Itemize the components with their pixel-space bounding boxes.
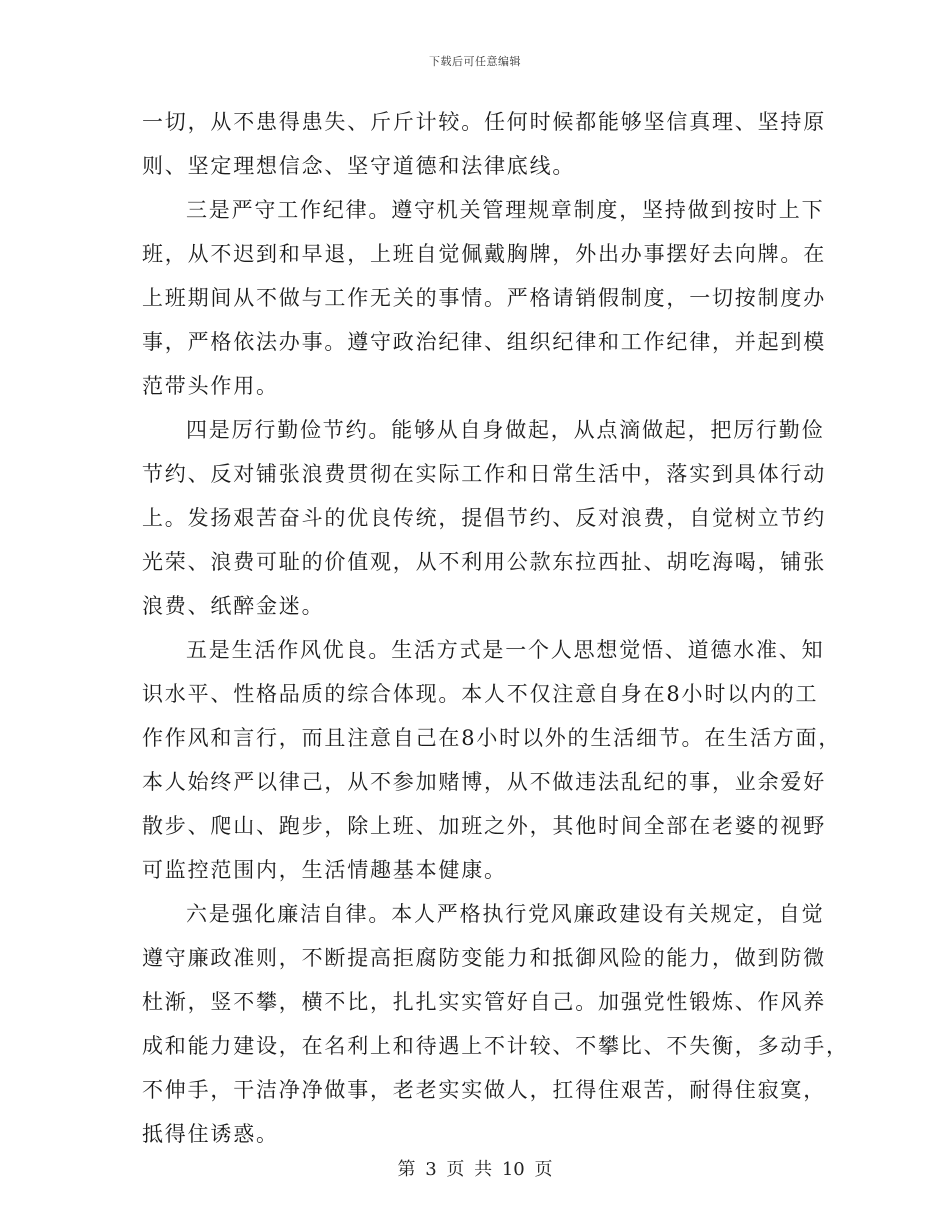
- text-line: 识水平、性格品质的综合体现。本人不仅注意自身在8小时以内的工: [142, 682, 819, 706]
- text-line: 一切，从不患得患失、斤斤计较。任何时候都能够坚信真理、坚持原: [142, 110, 826, 134]
- text-line: 则、坚定理想信念、坚守道德和法律底线。: [142, 154, 576, 178]
- paragraph-start-line: 六是强化廉洁自律。本人严格执行党风廉政建设有关规定，自觉: [186, 902, 825, 926]
- paragraph-start-line: 五是生活作风优良。生活方式是一个人思想觉悟、道德水准、知: [186, 638, 825, 662]
- text-line: 班，从不迟到和早退，上班自觉佩戴胸牌，外出办事摆好去向牌。在: [142, 242, 826, 266]
- text-line: 成和能力建设，在名利上和待遇上不计较、不攀比、不失衡，多动手，: [142, 1034, 849, 1058]
- text-line: 上班期间从不做与工作无关的事情。严格请销假制度，一切按制度办: [142, 286, 826, 310]
- text-line: 浪费、纸醉金迷。: [142, 594, 325, 618]
- text-line: 上。发扬艰苦奋斗的优良传统，提倡节约、反对浪费，自觉树立节约: [142, 506, 826, 530]
- paragraph-start-line: 三是严守工作纪律。遵守机关管理规章制度，坚持做到按时上下: [186, 198, 825, 222]
- page-header: 下载后可任意编辑: [429, 55, 521, 68]
- text-line: 节约、反对铺张浪费贯彻在实际工作和日常生活中，落实到具体行动: [142, 462, 826, 486]
- page-number-footer: 第 3 页 共 10 页: [397, 1159, 553, 1180]
- document-body: [142, 100, 849, 1156]
- text-line: 光荣、浪费可耻的价值观，从不利用公款东拉西扯、胡吃海喝，铺张: [142, 550, 826, 574]
- text-line: 抵得住诱惑。: [142, 1122, 279, 1146]
- text-line: 可监控范围内，生活情趣基本健康。: [142, 858, 507, 882]
- text-line: 不伸手，干洁净净做事，老老实实做人，扛得住艰苦，耐得住寂寞，: [142, 1078, 826, 1102]
- paragraph-start-line: 四是厉行勤俭节约。能够从自身做起，从点滴做起，把厉行勤俭: [186, 418, 825, 442]
- text-line: 本人始终严以律己，从不参加赌博，从不做违法乱纪的事，业余爱好: [142, 770, 826, 794]
- text-line: 事，严格依法办事。遵守政治纪律、组织纪律和工作纪律，并起到模: [142, 330, 826, 354]
- text-line: 遵守廉政准则，不断提高拒腐防变能力和抵御风险的能力，做到防微: [142, 946, 826, 970]
- text-line: 杜渐，竖不攀，横不比，扎扎实实管好自己。加强党性锻炼、作风养: [142, 990, 826, 1014]
- text-line: 作作风和言行，而且注意自己在8小时以外的生活细节。在生活方面，: [142, 726, 842, 750]
- text-line: 散步、爬山、跑步，除上班、加班之外，其他时间全部在老婆的视野: [142, 814, 826, 838]
- text-line: 范带头作用。: [142, 374, 279, 398]
